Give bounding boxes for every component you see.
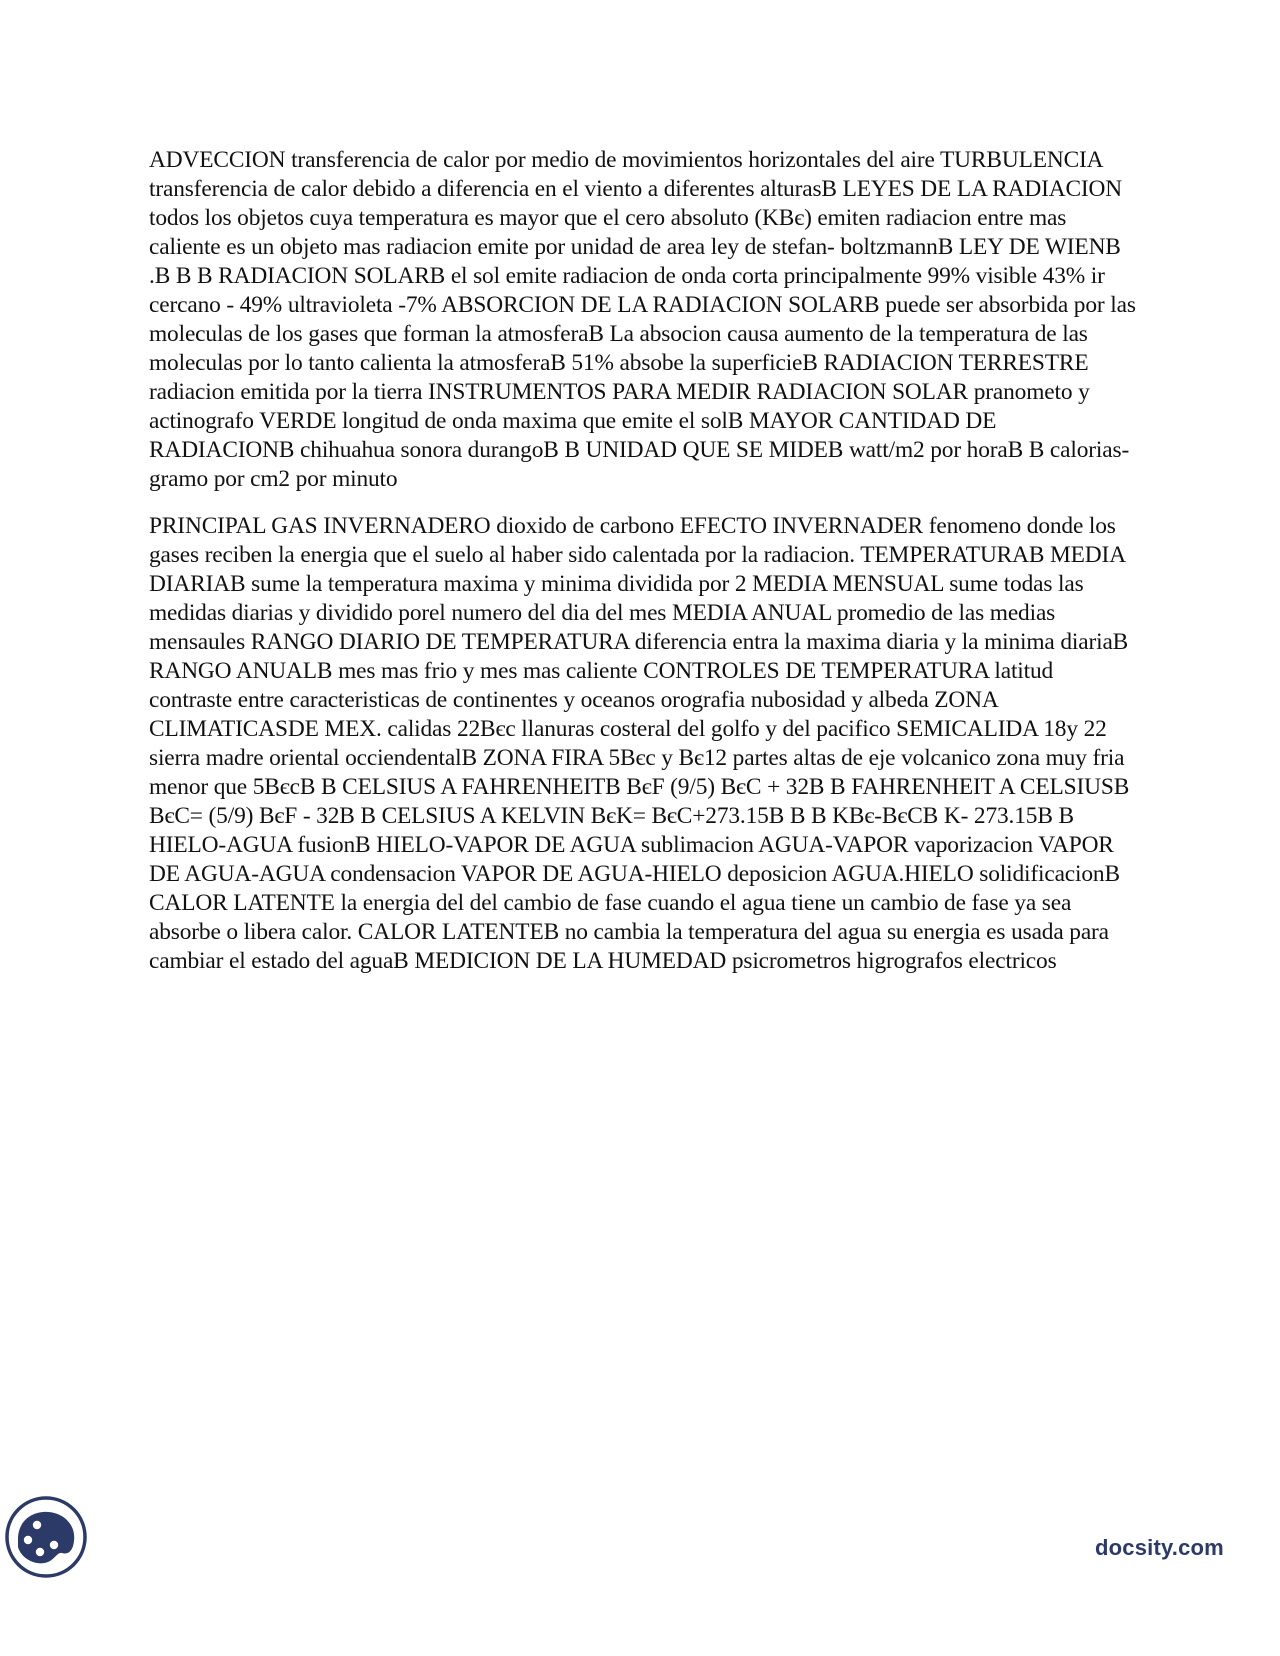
paragraph-temperature: PRINCIPAL GAS INVERNADERO dioxido de carbono EFECTO INVERNADER fenomeno donde los gases reciben la energia que el suelo al haber sido calentada por la radiacion. TEMPERATURAB MEDIA DIARIAB sume la temperatura maxima y minima dividida por 2 MEDIA MENSUAL sume todas las medidas diarias y dividido porel numero del dia del mes MEDIA ANUAL promedio de las medias mensaules RANGO DIARIO DE TEMPERATURA diferencia entra la maxima diaria y la minima diariaB RANGO ANUALB mes mas frio y mes mas caliente CONTROLES DE TEMPERATURA latitud contraste entre caracteristicas de continentes y oceanos orografia nubosidad y albeda ZONA CLIMATICASDE MEX. calidas 22Bєc llanuras costeral del golfo y del pacifico SEMICALIDA 18y 22 sierra madre oriental occiendentalB ZONA FIRA 5Bєc y Bє12 partes altas de eje volcanico zona muy fria menor que 5BєcB B CELSIUS A FAHRENHEITB BєF (9/5) BєC + 32B B FAHRENHEIT A CELSIUSB BєC= (5/9) BєF - 32B B CELSIUS A KELVIN BєK= BєC+273.15B B B KBє-BєCB K- 273.15B B HIELO-AGUA fusionB HIELO-VAPOR DE AGUA sublimacion AGUA-VAPOR vaporizacion VAPOR DE AGUA-AGUA condensacion VAPOR DE AGUA-HIELO deposicion AGUA.HIELO solidificacionB CALOR LATENTE la energia del del cambio de fase cuando el agua tiene un cambio de fase ya sea absorbe o libera calor. CALOR LATENTEB no cambia la temperatura del agua su energia es usada para cambiar el estado del aguaB MEDICION DE LA HUMEDAD psicrometros higrografos electricos <box>149 513 1130 974</box>
docsity-logo-icon[interactable] <box>4 1495 88 1579</box>
document-body <box>149 146 1139 976</box>
docsity-brand-link[interactable]: docsity.com <box>1095 1535 1224 1560</box>
paragraph-radiation: ADVECCION transferencia de calor por medio de movimientos horizontales del aire TURBULENCIA transferencia de calor debido a diferencia en el viento a diferentes alturasB LEYES DE LA RADIACION todos los objetos cuya temperatura es mayor que el cero absoluto (KBє) emiten radiacion entre mas caliente es un objeto mas radiacion emite por unidad de area ley de stefan- boltzmannB LEY DE WIENB .B B B RADIACION SOLARB el sol emite radiacion de onda corta principalmente 99% visible 43% ir cercano - 49% ultravioleta -7% ABSORCION DE LA RADIACION SOLARB puede ser absorbida por las moleculas de los gases que forman la atmosferaB La absocion causa aumento de la temperatura de las moleculas por lo tanto calienta la atmosferaB 51% absobe la superficieB RADIACION TERRESTRE radiacion emitida por la tierra INSTRUMENTOS PARA MEDIR RADIACION SOLAR pranometo y actinografo VERDE longitud de onda maxima que emite el solB MAYOR CANTIDAD DE RADIACIONB chihuahua sonora durangoB B UNIDAD QUE SE MIDEB watt/m2 por horaB B calorias-gramo por cm2 por minuto <box>149 147 1136 492</box>
